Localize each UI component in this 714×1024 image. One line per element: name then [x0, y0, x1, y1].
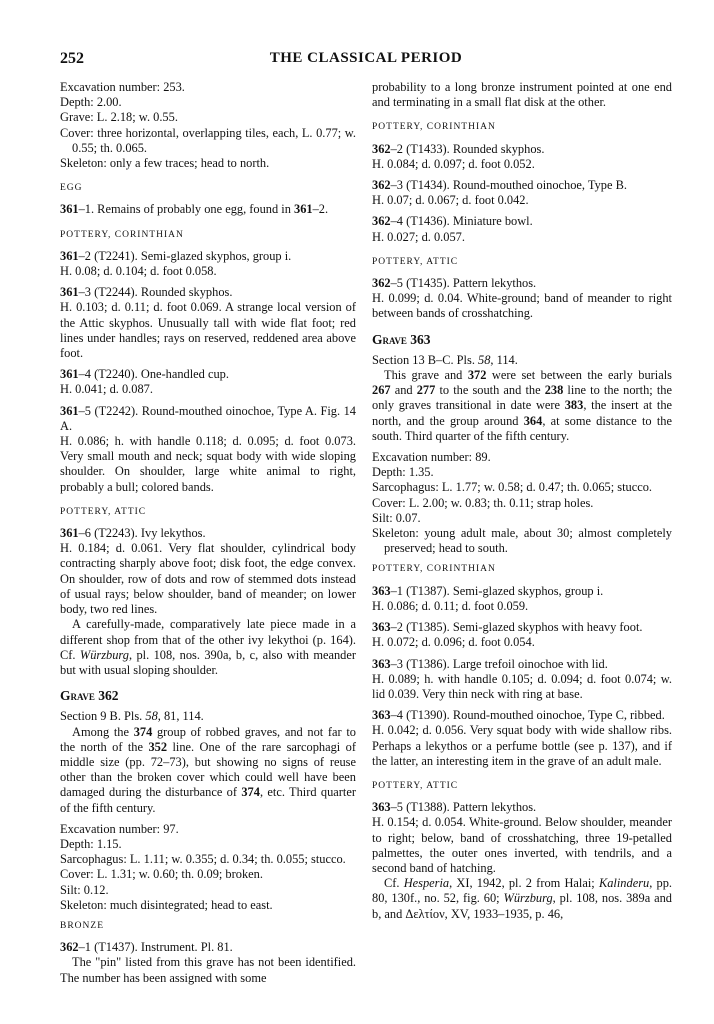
- entry-361-5: 361–5 (T2242). Round-mouthed oinochoe, Type A. Fig. 14 A.: [60, 403, 356, 433]
- grave-362-heading: Grave 362: [60, 688, 119, 704]
- grave-363-description: This grave and 372 were set between the early burials 267 and 277 to the south and the 238 line to the north; the only graves transitional in date were 383, the insert at the north, and the group around 364, at some distance to the south. Third quarter of the fifth century.: [372, 368, 673, 443]
- section-heading-pottery-corinthian: POTTERY, CORINTHIAN: [372, 122, 496, 133]
- entry-362-1-description: The "pin" listed from this grave has not been identified. The number has been assigned with some: [60, 955, 356, 985]
- grave-363-cover: Cover: L. 2.00; w. 0.83; th. 0.11; strap holes.: [372, 495, 594, 510]
- entry-361-2: 361–2 (T2241). Semi-glazed skyphos, group i.: [60, 248, 292, 263]
- entry-363-3: 363–3 (T1386). Large trefoil oinochoe with lid.: [372, 656, 608, 671]
- section-heading-pottery-attic: POTTERY, ATTIC: [372, 256, 459, 267]
- skeleton-note: Skeleton: only a few traces; head to north.: [60, 156, 270, 171]
- entry-362-4: 362–4 (T1436). Miniature bowl.: [372, 214, 533, 229]
- grave-362-sarcophagus: Sarcophagus: L. 1.11; w. 0.355; d. 0.34; th. 0.055; stucco.: [60, 852, 346, 867]
- entry-363-5-description: H. 0.154; d. 0.054. White-ground. Below shoulder, meander to right; below, band of crosshatching, three 19-petalled palmettes, the outer ones inverted, with tendrils, and a second band of hatching.: [372, 815, 672, 875]
- grave-363-skeleton: Skeleton: young adult male, about 30; almost completely preserved; head to south.: [372, 526, 672, 556]
- entry-361-1: 361–1. Remains of probably one egg, found in 361–2.: [60, 202, 329, 217]
- grave-362-cover: Cover: L. 1.31; w. 0.60; th. 0.09; broken.: [60, 867, 263, 882]
- entry-362-4-dimensions: H. 0.027; d. 0.057.: [372, 229, 465, 244]
- entry-362-1-continued: probability to a long bronze instrument pointed at one end and terminating in a small flat disk at the other.: [372, 80, 672, 110]
- entry-362-5-description: H. 0.099; d. 0.04. White-ground; band of meander to right between bands of crosshatching.: [372, 291, 672, 321]
- section-heading-egg: EGG: [60, 183, 83, 194]
- entry-363-4: 363–4 (T1390). Round-mouthed oinochoe, Type C, ribbed.: [372, 708, 665, 723]
- right-column: [372, 80, 672, 922]
- section-heading-bronze: BRONZE: [60, 920, 104, 931]
- entry-363-2-dimensions: H. 0.072; d. 0.096; d. foot 0.054.: [372, 635, 535, 650]
- entry-361-6-description: H. 0.184; d. 0.061. Very flat shoulder, cylindrical body contracting sharply above foot; disk foot, the edge convex. On shoulder, row of dots and row of stemmed dots instead of usual rays; below shoulder, band of meander; on lower body, two red lines.: [60, 541, 356, 617]
- grave-362-section: Section 9 B. Pls. 58, 81, 114.: [60, 709, 204, 724]
- entry-362-5: 362–5 (T1435). Pattern lekythos.: [372, 276, 537, 291]
- section-heading-pottery-attic: POTTERY, ATTIC: [60, 506, 147, 517]
- grave-363-depth: Depth: 1.35.: [372, 465, 434, 480]
- entry-363-5-references: Cf. Hesperia, XI, 1942, pl. 2 from Halai; Kalinderu, pp. 80, 130f., no. 52, fig. 60; Würzburg, pl. 108, nos. 389a and b, and Δελτίον, XV, 1933–1935, p. 46,: [372, 876, 673, 921]
- grave-363-silt: Silt: 0.07.: [372, 510, 421, 525]
- section-heading-pottery-corinthian-2: POTTERY, CORINTHIAN: [372, 564, 496, 575]
- entry-363-1-dimensions: H. 0.086; d. 0.11; d. foot 0.059.: [372, 598, 529, 613]
- depth: Depth: 2.00.: [60, 95, 122, 110]
- entry-361-2-dimensions: H. 0.08; d. 0.104; d. foot 0.058.: [60, 264, 217, 279]
- entry-number: 361: [60, 202, 79, 217]
- grave-363-excavation-number: Excavation number: 89.: [372, 450, 491, 465]
- entry-361-3-description: H. 0.103; d. 0.11; d. foot 0.069. A strange local version of the Attic skyphos. Unusually tall with wide flat foot; red lines under handles; rays on reserved, reddened area above foot.: [60, 300, 356, 361]
- entry-363-4-description: H. 0.042; d. 0.056. Very squat body with wide shallow ribs. Perhaps a lekythos or a perfume bottle (see p. 137), and if the latter, an interesting item in the grave of an adult male.: [372, 723, 672, 768]
- grave-362-depth: Depth: 1.15.: [60, 836, 122, 851]
- grave-363-section: Section 13 B–C. Pls. 58, 114.: [372, 352, 518, 367]
- entry-363-5: 363–5 (T1388). Pattern lekythos.: [372, 800, 537, 815]
- entry-361-6: 361–6 (T2243). Ivy lekythos.: [60, 526, 206, 541]
- grave-363-heading: Grave 363: [372, 331, 431, 347]
- excavation-number: Excavation number: 253.: [60, 80, 185, 94]
- grave-362-description: Among the 374 group of robbed graves, and not far to the north of the 352 line. One of the rare sarcophagi of middle size (pp. 72–73), but showing no signs of reuse other than the broken cover which could well have been damaged during the disturbance of 374, etc. Third quarter of the fifth century.: [60, 724, 357, 815]
- entry-362-3-dimensions: H. 0.07; d. 0.067; d. foot 0.042.: [372, 193, 529, 208]
- entry-362-3: 362–3 (T1434). Round-mouthed oinochoe, Type B.: [372, 178, 627, 193]
- page-number: 252: [60, 50, 84, 67]
- entry-361-4-dimensions: H. 0.041; d. 0.087.: [60, 382, 153, 397]
- grave-dimensions: Grave: L. 2.18; w. 0.55.: [60, 110, 178, 125]
- section-heading-pottery-attic-2: POTTERY, ATTIC: [372, 780, 459, 791]
- grave-362-excavation-number: Excavation number: 97.: [60, 821, 179, 836]
- entry-361-5-description: H. 0.086; h. with handle 0.118; d. 0.095; d. foot 0.073. Very small mouth and neck; squat body with wide sloping shoulder. On shoulder, large white animal to right, probably a bull; colored bands.: [60, 434, 356, 494]
- cover-description: Cover: three horizontal, overlapping tiles, each, L. 0.77; w. 0.55; th. 0.065.: [60, 125, 356, 155]
- entry-362-2: 362–2 (T1433). Rounded skyphos.: [372, 141, 545, 156]
- left-column: [60, 80, 356, 986]
- grave-363-sarcophagus: Sarcophagus: L. 1.77; w. 0.58; d. 0.47; th. 0.065; stucco.: [372, 480, 653, 495]
- grave-362-skeleton: Skeleton: much disintegrated; head to east.: [60, 897, 273, 912]
- entry-361-3: 361–3 (T2244). Rounded skyphos.: [60, 285, 233, 300]
- entry-361-6-commentary: A carefully-made, comparatively late piece made in a different shop from that of the other ivy lekythoi (p. 164). Cf. Würzburg, pl. 108, nos. 390a, b, c, also with meander but with usual sloping shoulder.: [60, 617, 356, 677]
- section-heading-pottery-corinthian: POTTERY, CORINTHIAN: [60, 229, 184, 240]
- entry-363-1: 363–1 (T1387). Semi-glazed skyphos, group i.: [372, 583, 604, 598]
- running-title: THE CLASSICAL PERIOD: [269, 50, 463, 66]
- entry-363-3-dimensions: H. 0.089; h. with handle 0.105; d. 0.094; d. foot 0.074; w. lid 0.039. Very thin neck with ring at base.: [372, 671, 672, 701]
- entry-363-2: 363–2 (T1385). Semi-glazed skyphos with heavy foot.: [372, 620, 643, 635]
- entry-362-1: 362–1 (T1437). Instrument. Pl. 81.: [60, 940, 233, 955]
- grave-362-silt: Silt: 0.12.: [60, 882, 109, 897]
- entry-362-2-dimensions: H. 0.084; d. 0.097; d. foot 0.052.: [372, 156, 535, 171]
- page-header: [60, 50, 672, 74]
- entry-361-4: 361–4 (T2240). One-handled cup.: [60, 367, 229, 382]
